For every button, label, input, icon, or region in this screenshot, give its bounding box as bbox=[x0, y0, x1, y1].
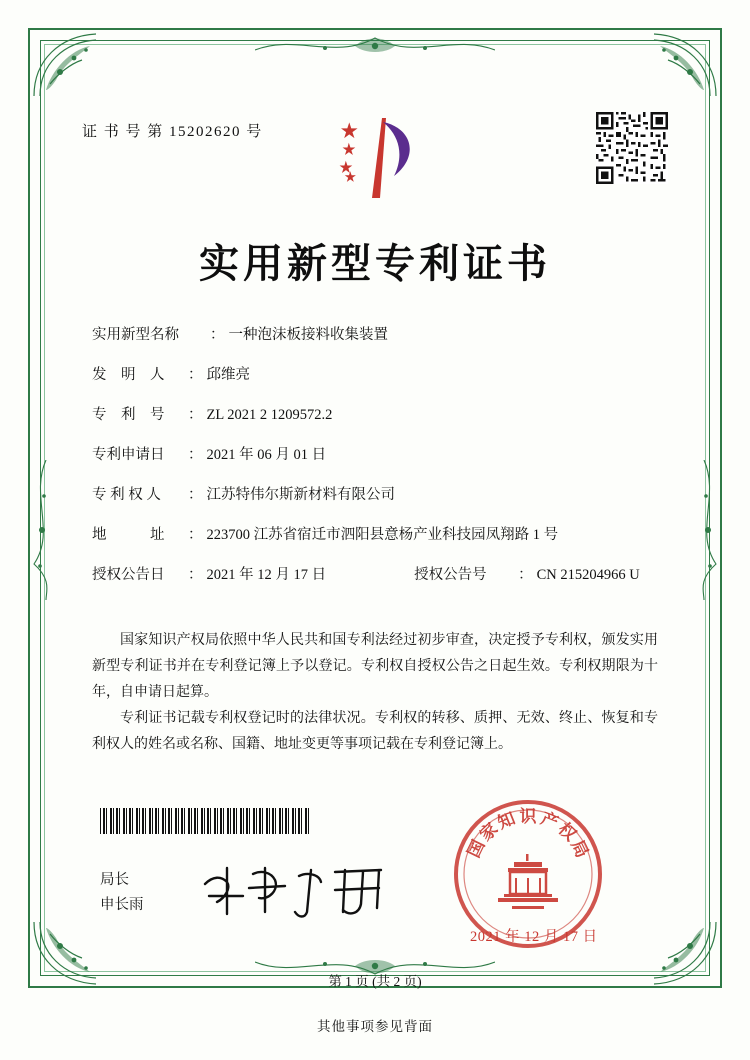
field-colon: ： bbox=[188, 447, 203, 464]
page-title: 实用新型专利证书 bbox=[199, 241, 551, 286]
svg-text:产: 产 bbox=[538, 808, 561, 833]
field-address bbox=[92, 525, 662, 546]
field-value: 江苏特伟尔斯新材料有限公司 bbox=[206, 487, 395, 504]
edge-ornament-icon bbox=[690, 460, 724, 600]
director-title: 局长 bbox=[100, 872, 129, 888]
field-colon: ： bbox=[188, 407, 203, 424]
svg-text:局: 局 bbox=[567, 836, 592, 861]
field-value: CN 215204966 U bbox=[536, 567, 640, 584]
legal-paragraph-1: 国家知识产权局依照中华人民共和国专利法经过初步审查，决定授予专利权，颁发实用新型专利证书并在专利登记簿上予以登记。专利权自授权公告之日起生效。专利权期限为十年，自申请日起算。 bbox=[92, 633, 658, 700]
field-utility-model-name bbox=[92, 325, 662, 346]
handwritten-signature-icon bbox=[195, 856, 395, 926]
field-value: 2021 年 06 月 01 日 bbox=[206, 447, 327, 464]
field-application-date bbox=[92, 445, 662, 466]
svg-text:家: 家 bbox=[476, 819, 502, 845]
field-label: 授权公告号 bbox=[414, 567, 487, 584]
svg-text:知: 知 bbox=[495, 808, 518, 833]
field-value: 2021 年 12 月 17 日 bbox=[206, 567, 327, 584]
corner-ornament-icon bbox=[624, 30, 720, 100]
field-patent-number bbox=[92, 405, 662, 426]
field-value: ZL 2021 2 1209572.2 bbox=[206, 407, 333, 424]
field-colon: ： bbox=[188, 487, 203, 504]
field-label: 发 明 人 bbox=[92, 367, 165, 384]
qr-code bbox=[596, 112, 668, 184]
certificate-number: 证 书 号 第 15202620 号 bbox=[82, 124, 263, 140]
corner-ornament-icon bbox=[30, 30, 126, 100]
legal-paragraph-2: 专利证书记载专利权登记时的法律状况。专利权的转移、质押、无效、终止、恢复和专利权人的姓名或名称、国籍、地址变更等事项记载在专利登记簿上。 bbox=[92, 710, 658, 752]
field-announcement-date bbox=[92, 565, 326, 586]
field-patentee bbox=[92, 485, 662, 506]
field-announcement-number bbox=[414, 565, 640, 586]
field-label: 地 址 bbox=[92, 527, 165, 544]
field-label: 授权公告日 bbox=[92, 567, 165, 584]
svg-text:国: 国 bbox=[464, 836, 489, 861]
field-value: 一种泡沫板接料收集装置 bbox=[228, 327, 388, 343]
field-colon: ： bbox=[210, 327, 225, 343]
field-list bbox=[92, 325, 662, 605]
director-block bbox=[100, 868, 144, 917]
field-label: 实用新型名称 bbox=[92, 327, 179, 343]
field-colon: ： bbox=[518, 567, 533, 584]
director-name: 申长雨 bbox=[100, 896, 144, 913]
footer-note: 其他事项参见背面 bbox=[317, 1019, 433, 1034]
legal-body-text bbox=[92, 628, 658, 757]
field-label: 专 利 号 bbox=[92, 407, 165, 424]
field-value: 223700 江苏省宿迁市泗阳县意杨产业科技园凤翔路 1 号 bbox=[206, 527, 559, 544]
field-value: 邱维亮 bbox=[206, 367, 250, 384]
edge-ornament-icon bbox=[26, 460, 60, 600]
field-inventor bbox=[92, 365, 662, 386]
field-colon: ： bbox=[188, 527, 203, 544]
edge-ornament-icon bbox=[255, 30, 495, 64]
svg-text:权: 权 bbox=[554, 819, 580, 845]
field-colon: ： bbox=[188, 567, 203, 584]
cnipa-logo-icon bbox=[320, 112, 430, 207]
seal-date: 2021 年 12 月 17 日 bbox=[470, 929, 598, 945]
field-label: 专 利 权 人 bbox=[92, 487, 161, 504]
field-colon: ： bbox=[188, 367, 203, 384]
barcode bbox=[100, 808, 310, 834]
field-label: 专利申请日 bbox=[92, 447, 165, 464]
field-announcement-row bbox=[92, 565, 662, 586]
page-number: 第 1 页 (共 2 页) bbox=[328, 974, 422, 989]
svg-text:识: 识 bbox=[519, 807, 537, 826]
